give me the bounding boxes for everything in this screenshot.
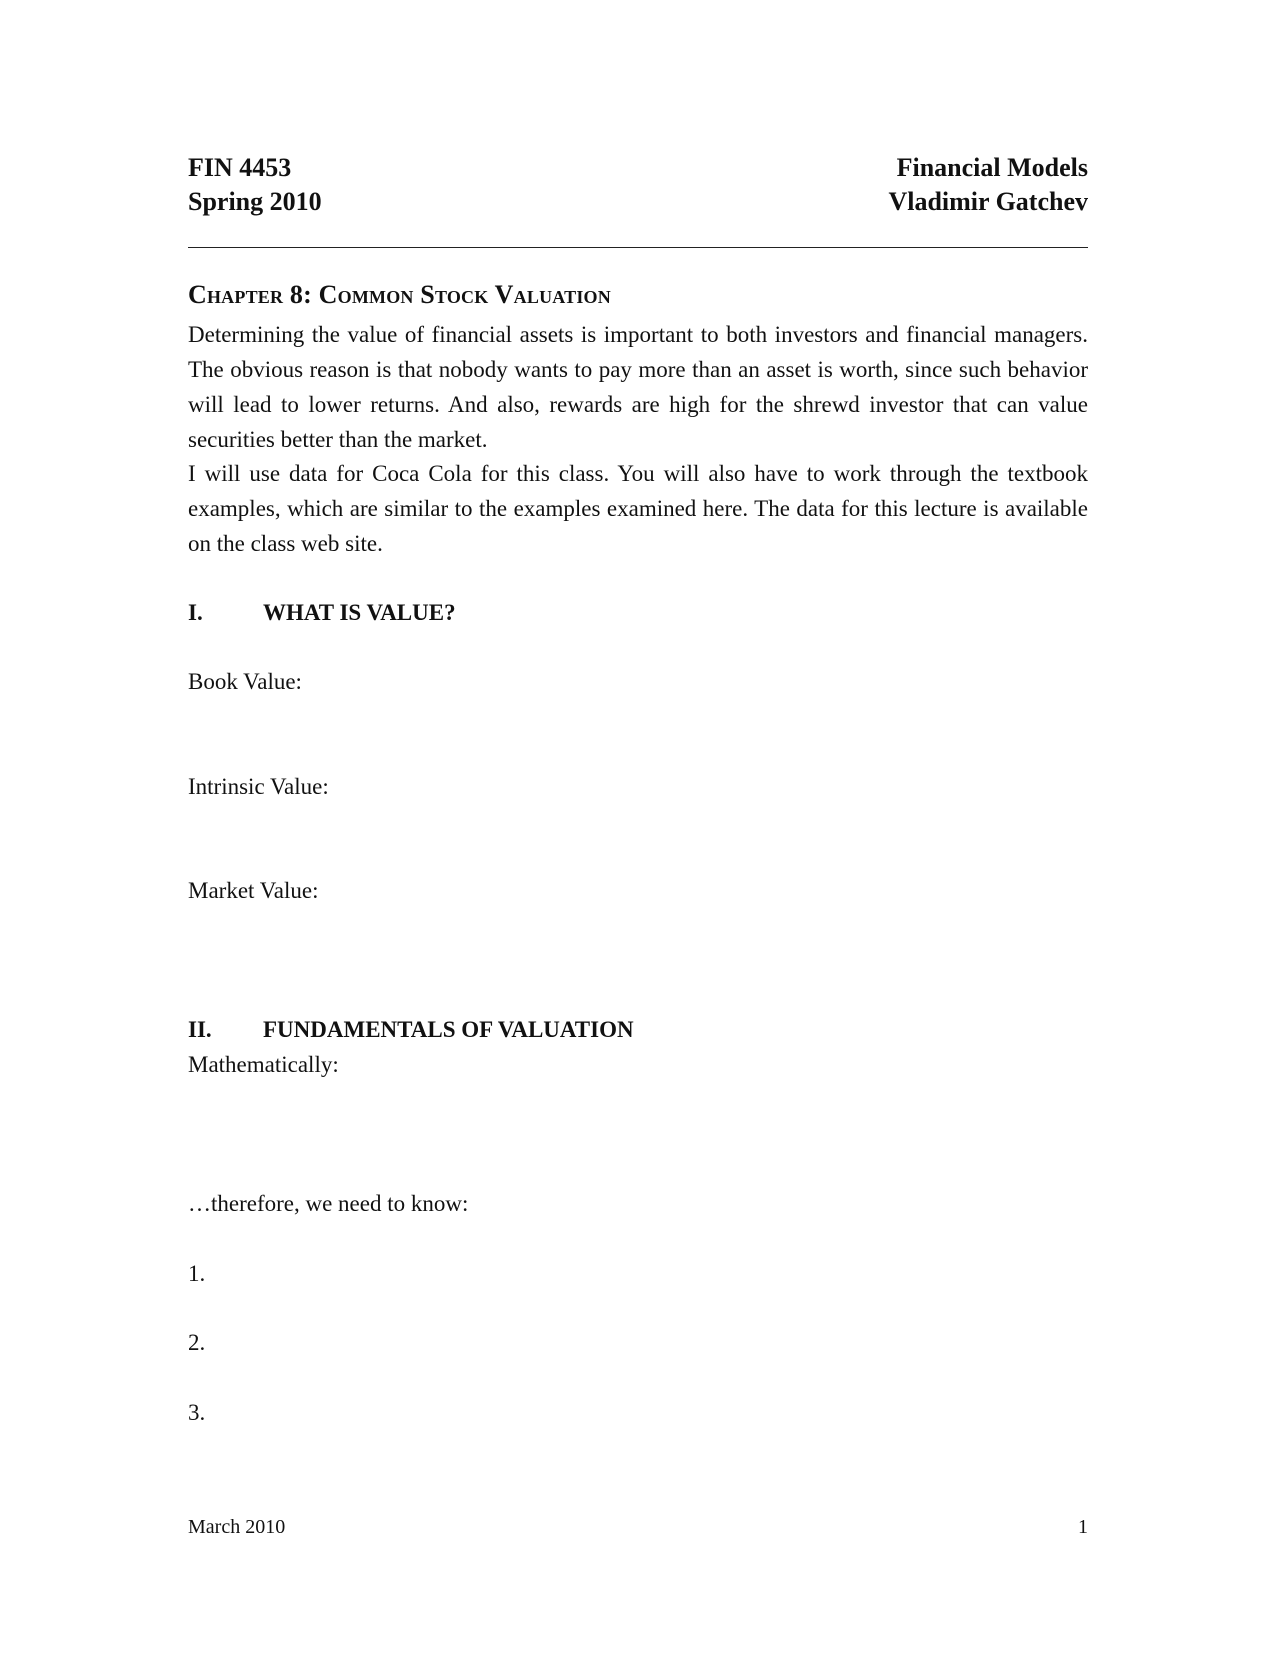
book-value-label: Book Value: bbox=[188, 669, 302, 694]
course-code: FIN 4453 bbox=[188, 153, 292, 182]
section-1-title: WHAT IS VALUE? bbox=[263, 600, 456, 625]
header-divider bbox=[188, 247, 1088, 248]
page-number: 1 bbox=[1078, 1516, 1088, 1538]
market-value-label: Market Value: bbox=[188, 878, 319, 903]
intro-paragraph-1: Determining the value of financial assets is important to both investors and financial managers. The obvious reason is that nobody wants to pay more than an asset is worth, since such behavior will lead to lower returns. And also, rewards are high for the shrewd investor that can value securities better than the market. bbox=[188, 322, 1088, 452]
intro-paragraph-2: I will use data for Coca Cola for this class. You will also have to work through the textbook examples, which are similar to the examples examined here. The data for this lecture is available on the class web site. bbox=[188, 461, 1088, 556]
need-to-know-label: …therefore, we need to know: bbox=[188, 1191, 469, 1216]
section-2-heading bbox=[188, 1015, 634, 1045]
list-item-1: 1. bbox=[188, 1261, 206, 1286]
term: Spring 2010 bbox=[188, 187, 322, 216]
footer-date: March 2010 bbox=[188, 1516, 286, 1538]
intrinsic-value-label: Intrinsic Value: bbox=[188, 774, 329, 799]
section-1-heading bbox=[188, 598, 456, 628]
chapter-number: Chapter 8: bbox=[188, 280, 312, 309]
section-1-number: I. bbox=[188, 600, 203, 625]
section-2-number: II. bbox=[188, 1017, 212, 1042]
chapter-heading bbox=[188, 279, 611, 311]
chapter-title: Common Stock Valuation bbox=[318, 280, 611, 309]
mathematically-label: Mathematically: bbox=[188, 1052, 339, 1077]
subject-title: Financial Models bbox=[896, 153, 1088, 182]
instructor-name: Vladimir Gatchev bbox=[888, 187, 1088, 216]
section-2-title: FUNDAMENTALS OF VALUATION bbox=[263, 1017, 634, 1042]
list-item-2: 2. bbox=[188, 1330, 206, 1355]
list-item-3: 3. bbox=[188, 1400, 206, 1425]
